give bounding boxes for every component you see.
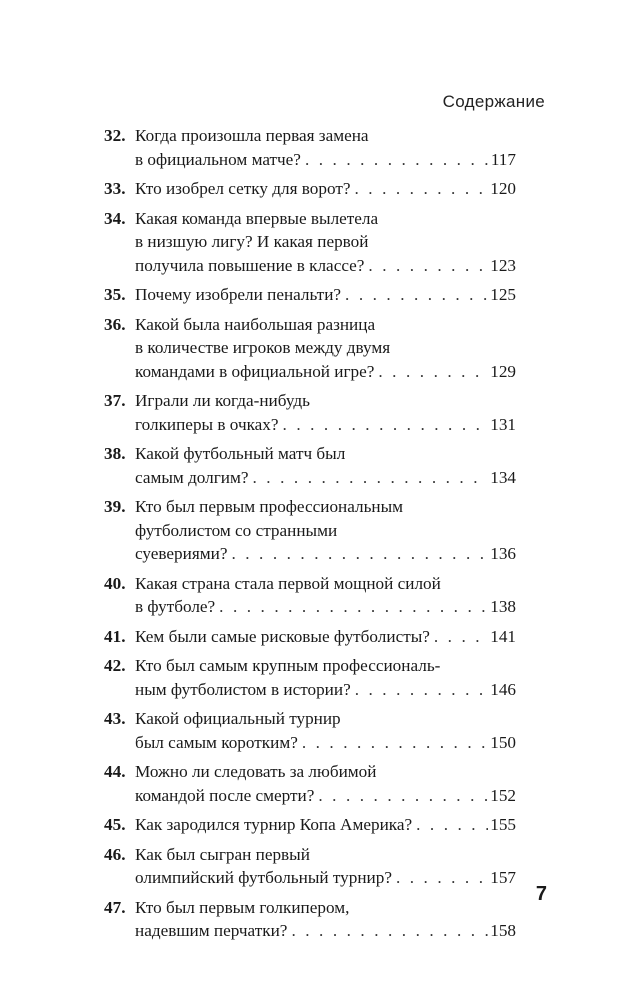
dot-leader: [314, 784, 488, 808]
toc-entry-number: 45.: [104, 815, 126, 834]
dot-leader: [298, 731, 488, 755]
toc-entry-number: 47.: [104, 897, 126, 917]
toc-entry-title-line: Кто был самым крупным профессиональ-: [135, 656, 441, 675]
toc-entry-leader-line: [135, 413, 516, 437]
toc-entry-page: 146: [490, 679, 516, 699]
toc-entry-title-line: футболистом со странными: [135, 520, 338, 540]
toc-entry: [104, 124, 516, 171]
dot-leader: [374, 360, 488, 384]
toc-entry-leader-line: [135, 254, 516, 278]
toc-entry-title-line: в официальном матче?: [135, 149, 301, 169]
dot-leader: [287, 919, 488, 943]
toc-entry-body: [135, 283, 516, 307]
toc-entry-title-line: Кто изобрел сетку для ворот?: [135, 179, 351, 198]
toc-entry-title-line: в низшую лигу? И какая первой: [135, 232, 369, 251]
toc-entry: [104, 654, 516, 701]
toc-entry-body: [135, 707, 516, 754]
toc-entry-title-line: Какая страна стала первой мощной силой: [135, 573, 441, 593]
toc-entry: [104, 442, 516, 489]
toc-entry-body: [135, 760, 516, 807]
toc-entry-number: 35.: [104, 285, 126, 304]
toc-entry-leader-line: [135, 731, 516, 755]
dot-leader: [341, 283, 488, 307]
toc-entry-title-line: Можно ли следовать за любимой: [135, 762, 377, 781]
toc-entry-number: 37.: [104, 391, 126, 410]
toc-entry-title-line: Кто был первым голкипером,: [135, 897, 350, 917]
toc-entry-title-line: надевшим перчатки?: [135, 921, 288, 940]
toc-entry-number: 32.: [104, 126, 126, 145]
toc-entry-title-line: получила повышение в классе?: [135, 255, 365, 275]
running-header: Содержание: [442, 92, 545, 111]
toc-entry: [104, 207, 516, 278]
toc-entry-number: 41.: [104, 626, 126, 646]
toc-entry-page: 158: [490, 921, 516, 940]
toc-entry-body: [135, 654, 516, 701]
toc-entry: [104, 843, 516, 890]
dot-leader: [301, 148, 489, 172]
toc-entry-title-line: Какой официальный турнир: [135, 709, 341, 728]
toc-entry-leader-line: [135, 177, 516, 201]
toc-entry-body: [135, 495, 516, 566]
toc-entry-leader-line: [135, 360, 516, 384]
toc-entry-title-line: Играли ли когда-нибудь: [135, 391, 310, 410]
dot-leader: [249, 466, 489, 490]
toc-entry: [104, 389, 516, 436]
toc-entry-title-line: голкиперы в очках?: [135, 414, 279, 434]
dot-leader: [279, 413, 489, 437]
toc-entry: [104, 813, 516, 837]
toc-entry-number: 34.: [104, 208, 126, 228]
toc-entry-body: [135, 896, 516, 943]
toc-entry-number: 44.: [104, 762, 126, 781]
toc-entry-title-line: Какой футбольный матч был: [135, 444, 346, 463]
toc-entry-leader-line: [135, 542, 516, 566]
toc-entry-number: 43.: [104, 709, 126, 728]
toc-entry-body: [135, 442, 516, 489]
dot-leader: [412, 813, 488, 837]
toc-entry-body: [135, 813, 516, 837]
toc-entry: [104, 572, 516, 619]
toc-entry-body: [135, 572, 516, 619]
toc-entry-title-line: Когда произошла первая замена: [135, 126, 369, 145]
toc-entry-title-line: командами в официальной игре?: [135, 361, 375, 381]
toc-entry-title-line: Как был сыгран первый: [135, 844, 310, 864]
page-number: 7: [535, 883, 547, 905]
toc-entry-title-line: Кем были самые рисковые футболисты?: [135, 626, 430, 646]
toc-entry: [104, 625, 516, 649]
toc-entry: [104, 760, 516, 807]
toc-entry-page: 117: [490, 149, 516, 169]
toc-entry: [104, 495, 516, 566]
toc-entry-title-line: олимпийский футбольный турнир?: [135, 868, 392, 887]
dot-leader: [351, 678, 489, 702]
toc-entry-number: 46.: [104, 844, 126, 864]
toc-entry-leader-line: [135, 784, 516, 808]
toc-entry-page: 155: [490, 815, 516, 834]
toc-entry-body: [135, 177, 516, 201]
toc-entry-page: 131: [490, 414, 516, 434]
toc-entry-body: [135, 207, 516, 278]
toc-entry-title-line: Какой была наибольшая разница: [135, 314, 376, 334]
toc-entry-body: [135, 313, 516, 384]
dot-leader: [227, 542, 488, 566]
toc-entry-number: 42.: [104, 656, 126, 675]
dot-leader: [392, 866, 488, 890]
toc-entry-leader-line: [135, 283, 516, 307]
toc-entry-page: 123: [490, 255, 516, 275]
toc-entry-body: [135, 843, 516, 890]
toc-entry-title-line: Кто был первым профессиональным: [135, 497, 404, 516]
toc-entry-title-line: в количестве игроков между двумя: [135, 338, 391, 357]
toc-entry: [104, 896, 516, 943]
toc-entry-page: 129: [490, 361, 516, 381]
toc-entry-page: 134: [490, 467, 516, 487]
dot-leader: [364, 254, 488, 278]
toc-entry-title-line: Почему изобрели пенальти?: [135, 285, 342, 304]
toc-entry-title-line: суевериями?: [135, 544, 228, 563]
toc-entry: [104, 707, 516, 754]
toc-entry-title-line: самым долгим?: [135, 467, 249, 487]
toc-entry-leader-line: [135, 866, 516, 890]
toc-entry-number: 40.: [104, 573, 126, 593]
toc-entry-leader-line: [135, 678, 516, 702]
dot-leader: [351, 177, 489, 201]
toc-entry-page: 141: [490, 626, 516, 646]
toc-entry-number: 33.: [104, 179, 126, 198]
toc-entry-page: 138: [490, 597, 516, 616]
toc-entry-page: 152: [490, 785, 516, 805]
toc-entry-title-line: командой после смерти?: [135, 785, 315, 805]
toc-entry-leader-line: [135, 595, 516, 619]
dot-leader: [215, 595, 488, 619]
toc-entry-title-line: был самым коротким?: [135, 732, 298, 752]
toc-entry-title-line: Как зародился турнир Копа Америка?: [135, 815, 413, 834]
toc-entry-page: 136: [490, 544, 516, 563]
toc-entry-leader-line: [135, 148, 516, 172]
toc-entry-number: 36.: [104, 314, 126, 334]
table-of-contents: [104, 124, 516, 949]
toc-entry-title-line: ным футболистом в истории?: [135, 679, 351, 699]
toc-entry: [104, 313, 516, 384]
toc-entry-leader-line: [135, 813, 516, 837]
toc-entry-number: 39.: [104, 497, 126, 516]
toc-entry-title-line: Какая команда впервые вылетела: [135, 208, 379, 228]
toc-entry-page: 120: [490, 179, 516, 198]
toc-entry-body: [135, 124, 516, 171]
toc-entry-number: 38.: [104, 444, 126, 463]
toc-entry: [104, 177, 516, 201]
toc-entry-leader-line: [135, 625, 516, 649]
toc-entry-leader-line: [135, 466, 516, 490]
toc-entry-body: [135, 389, 516, 436]
toc-entry: [104, 283, 516, 307]
toc-entry-leader-line: [135, 919, 516, 943]
toc-entry-title-line: в футболе?: [135, 597, 216, 616]
toc-entry-body: [135, 625, 516, 649]
toc-entry-page: 157: [490, 868, 516, 887]
dot-leader: [430, 625, 488, 649]
toc-entry-page: 150: [490, 732, 516, 752]
toc-entry-page: 125: [490, 285, 516, 304]
